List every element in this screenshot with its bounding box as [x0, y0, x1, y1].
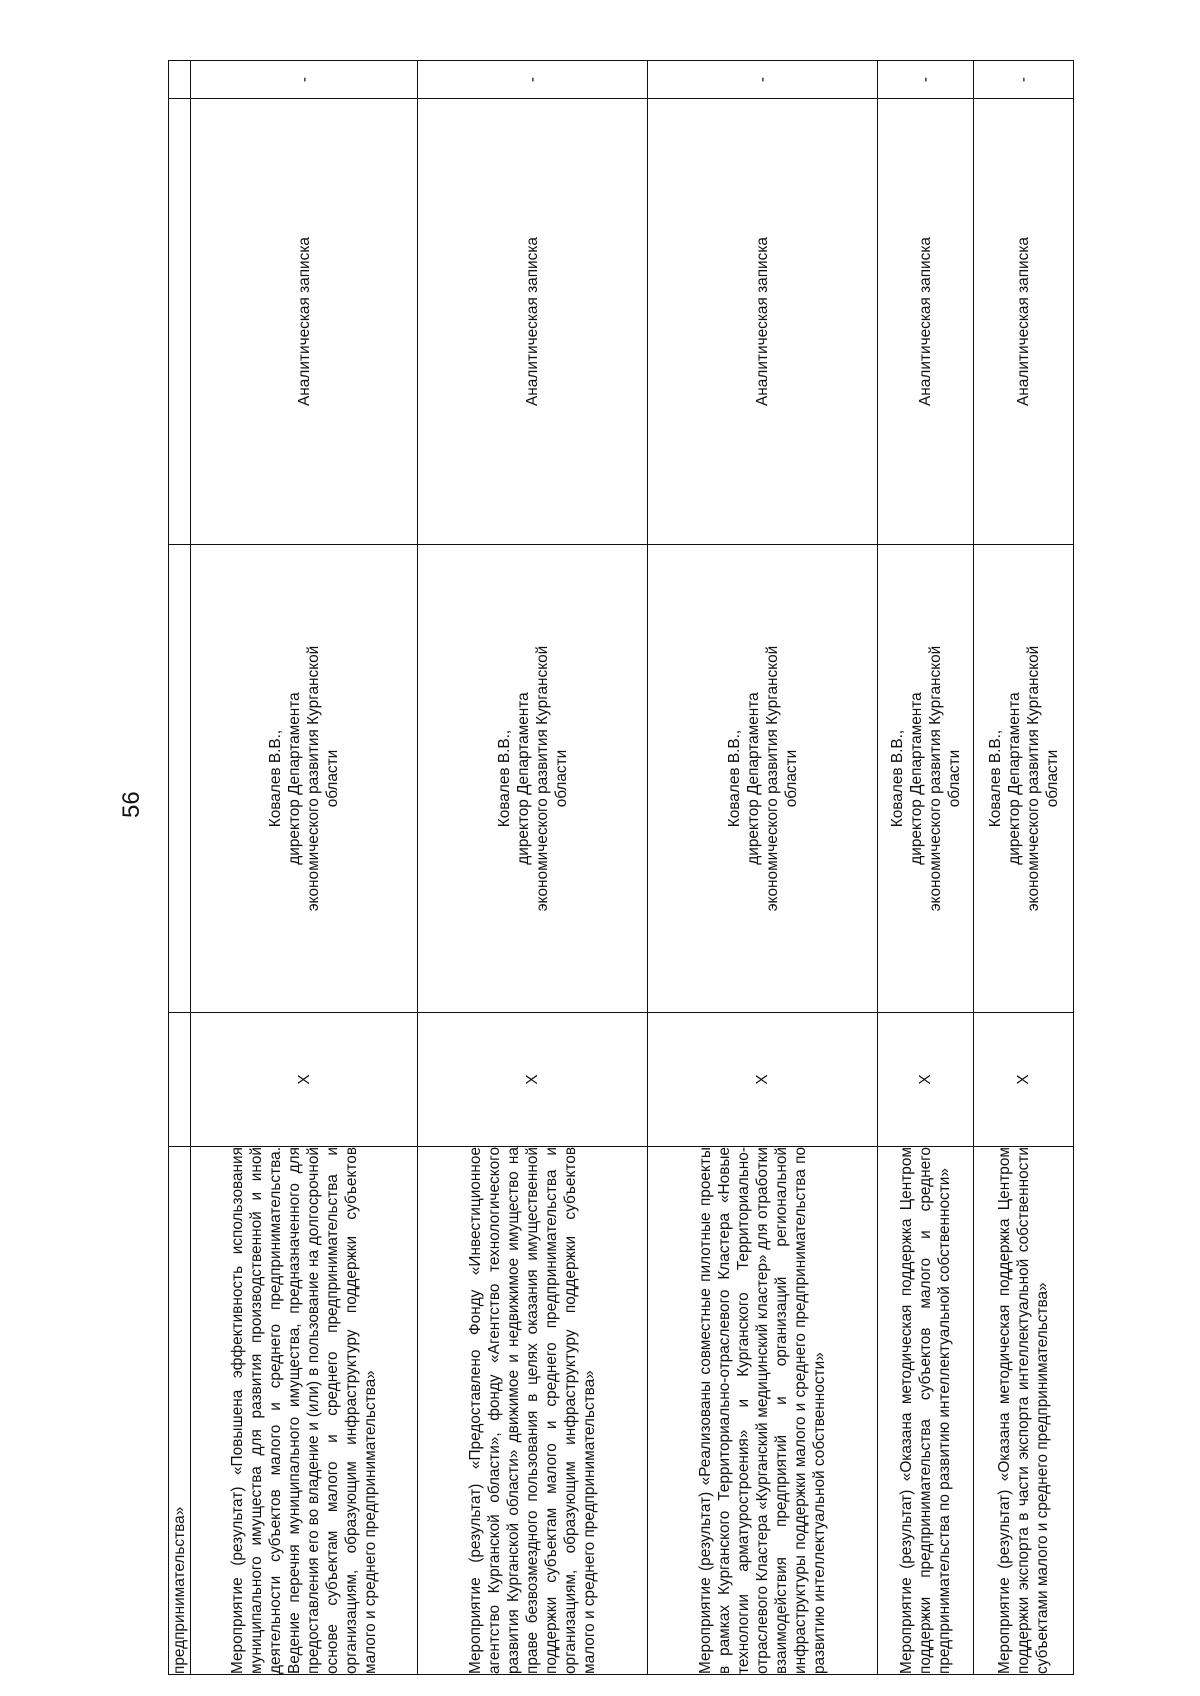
document-cell: Аналитическая записка	[418, 99, 648, 545]
document-cell	[169, 99, 191, 545]
note-cell: -	[418, 61, 648, 99]
responsible-position: директор Департамента	[286, 692, 303, 865]
responsible-region: области	[324, 749, 341, 808]
page-number: 56	[118, 791, 145, 818]
mark-cell: X	[648, 1013, 878, 1147]
measure-description: Мероприятие (результат) «Реализованы совместные пилотные проекты в рамках Курганского Территориально-отраслевого Кластера «Новые технологии арматуростроения» и Курганского Территориально-отраслевого Кластера «Курганский медицинский кластер» для отработки взаимодействия предприятий и организаций региональной инфраструктуры поддержки малого и среднего предпринимательства по развитию интеллектуальной собственности»	[648, 1147, 878, 1675]
document-cell: Аналитическая записка	[648, 99, 878, 545]
responsible-name: Ковалев В.В.,	[267, 729, 284, 828]
table-row	[648, 61, 878, 1675]
mark-cell	[169, 1013, 191, 1147]
measures-table	[168, 60, 1074, 1675]
responsible-position: директор Департамента	[744, 692, 762, 865]
table-row	[169, 61, 191, 1675]
responsible-cell	[648, 545, 878, 1013]
mark-cell: X	[878, 1013, 974, 1147]
document-cell: Аналитическая записка	[878, 99, 974, 545]
rotated-table-container	[168, 61, 1073, 1675]
responsible-department: экономического развития Курганской	[533, 645, 551, 912]
responsible-name: Ковалев В.В.,	[725, 729, 743, 828]
measure-description: Мероприятие (результат) «Повышена эффективность использования муниципального имущества для развития производственной и иной деятельности субъектов малого и среднего предпринимательства. Ведение перечня муниципального имущества, предназначенного для предоставления его во владение и (или) в пользование на долгосрочной основе субъектам малого и среднего предпринимательства и организациям, образующим инфраструктуру поддержки субъектов малого и среднего предпринимательства»	[191, 1147, 418, 1675]
responsible-department: экономического развития Курганской	[1024, 645, 1042, 912]
responsible-region: области	[552, 749, 570, 808]
responsible-department: экономического развития Курганской	[763, 645, 781, 912]
responsible-department: экономического развития Курганской	[926, 645, 944, 912]
responsible-cell	[418, 545, 648, 1013]
document-cell: Аналитическая записка	[974, 99, 1074, 545]
note-cell: -	[974, 61, 1074, 99]
responsible-position: директор Департамента	[514, 692, 532, 865]
responsible-region: области	[782, 749, 800, 808]
mark-cell: X	[418, 1013, 648, 1147]
table-row	[418, 61, 648, 1675]
table-row	[878, 61, 974, 1675]
responsible-department: экономического развития Курганской	[305, 645, 322, 912]
responsible-position: директор Департамента	[907, 692, 925, 865]
measure-description: Мероприятие (результат) «Предоставлено Фонду «Инвестиционное агентство Курганской области», фонду «Агентство технологического развития Курганской области» движимое и недвижимое имущество на праве безвозмездного пользования в целях оказания имущественной поддержки субъектам малого и среднего предпринимательства и организациям, образующим инфраструктуру поддержки субъектов малого и среднего предпринимательства»	[418, 1147, 648, 1675]
responsible-cell	[191, 545, 418, 1013]
measure-description: Мероприятие (результат) «Оказана методическая поддержка Центром поддержки предпринимательства субъектов малого и среднего предпринимательства по развитию интеллектуальной собственности»	[878, 1147, 974, 1675]
note-cell: -	[648, 61, 878, 99]
mark-cell: X	[974, 1013, 1074, 1147]
measure-description: Мероприятие (результат) «Оказана методическая поддержка Центром поддержки экспорта в части экспорта интеллектуальной собственности субъектами малого и среднего предпринимательства»	[974, 1147, 1074, 1675]
measure-description: предпринимательства»	[169, 1147, 191, 1675]
responsible-region: области	[1043, 749, 1061, 808]
responsible-name: Ковалев В.В.,	[495, 729, 513, 828]
table-row	[974, 61, 1074, 1675]
table-row	[191, 61, 418, 1675]
note-cell: -	[878, 61, 974, 99]
note-cell	[169, 61, 191, 99]
responsible-region: области	[945, 749, 963, 808]
responsible-cell	[878, 545, 974, 1013]
document-cell: Аналитическая записка	[191, 99, 418, 545]
note-cell: -	[191, 61, 418, 99]
responsible-name: Ковалев В.В.,	[888, 729, 906, 828]
responsible-cell	[974, 545, 1074, 1013]
responsible-position: директор Департамента	[1005, 692, 1023, 865]
responsible-cell	[169, 545, 191, 1013]
mark-cell: X	[191, 1013, 418, 1147]
responsible-name: Ковалев В.В.,	[986, 729, 1004, 828]
